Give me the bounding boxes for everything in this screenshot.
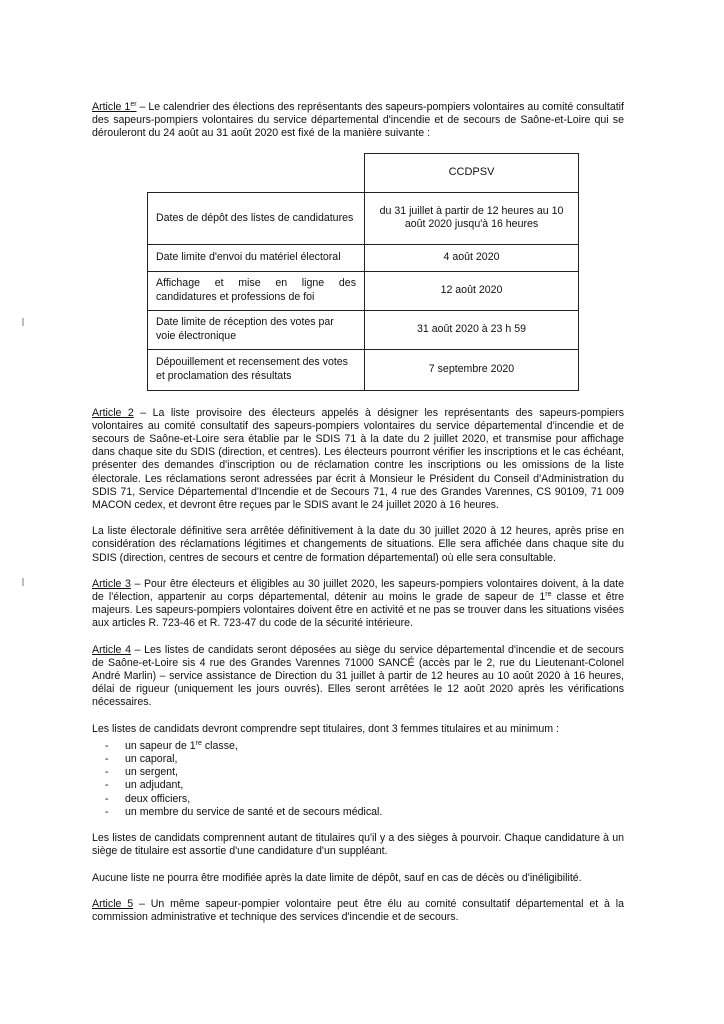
table-header-ccdpsv: CCDPSV	[365, 153, 579, 192]
table-row: Affichage et mise en ligne des candidatures et professions de foi 12 août 2020	[148, 271, 579, 310]
table-row: Date limite d'envoi du matériel électoral 4 août 2020	[148, 244, 579, 271]
margin-mark	[22, 578, 24, 586]
margin-mark	[22, 318, 24, 326]
candidate-requirements-list	[105, 740, 624, 819]
table-header-row	[148, 153, 579, 192]
article-3: Article 3 – Pour être électeurs et éligibles au 30 juillet 2020, les sapeurs-pompiers volontaires doivent, à la date de l'élection, appartenir au corps départemental, détenir au moins le grade de sapeur de 1re classe et être majeurs. Les sapeurs-pompiers volontaires doivent être en activité et ne pas se trouver dans les situations visées aux articles R. 723-46 et R. 723-47 du code de la sécurité intérieure.	[92, 577, 624, 630]
list-item: - un membre du service de santé et de secours médical.	[105, 806, 624, 819]
list-item: - un sapeur de 1re classe,	[105, 740, 624, 753]
article-4: Article 4 – Les listes de candidats seront déposées au siège du service départemental d'incendie et de secours de Saône-et-Loire sis 4 rue des Grandes Varennes 71000 SANCÉ (accès par le 2, rue du Lieutenant-Colonel André Marlin) – service assistance de Direction du 31 juillet à partir de 12 heures au 10 août 2020 à 16 heures, délai de rigueur (uniquement les jours ouvrés). Elles seront arrêtées le 12 août 2020 après les vérifications nécessaires.	[92, 643, 624, 709]
list-item: - un adjudant,	[105, 779, 624, 792]
candidate-list-intro: Les listes de candidats devront comprendre sept titulaires, dont 3 femmes titulaires et au minimum :	[92, 722, 559, 735]
document-body	[92, 101, 624, 924]
article-2-paragraph-2: La liste électorale définitive sera arrêtée définitivement à la date du 30 juillet 2020 à 12 heures, après prise en considération des réclamations légitimes et changements de situations. Elle sera affichée dans chaque site du SDIS (direction, centres de secours et centre de formation départemental) où elle sera consultable.	[92, 525, 624, 564]
table-row: Date limite de réception des votes par voie électronique 31 août 2020 à 23 h 59	[148, 310, 579, 349]
table-row: Dates de dépôt des listes de candidatures du 31 juillet à partir de 12 heures au 10 août 2020 jusqu'à 16 heures	[148, 192, 579, 244]
article-3-label: Article 3	[92, 577, 131, 590]
article-2: Article 2 – La liste provisoire des électeurs appelés à désigner les représentants des sapeurs-pompiers volontaires au comité consultatif des sapeurs-pompiers volontaires du service départemental d'incendie et de secours de Saône-et-Loire sera établie par le SDIS 71 à la date du 2 juillet 2020, et transmise pour affichage dans chaque site du SDIS (direction, et centres). Les électeurs pourront vérifier les inscriptions et le cas échéant, présenter des demandes d'inscription ou de réclamation contre les inscriptions ou les omissions de la liste électorale. Les réclamations seront adressées par écrit à Monsieur le Président du Conseil d'Administration du SDIS 71, Service Départemental d'Incendie et de Secours 71, 4 rue des Grandes Varennes, CS 90109, 71 009 MACON cedex, et devront être reçues par le SDIS avant le 24 juillet 2020 à 16 heures.	[92, 406, 624, 512]
article-4-paragraph-3: Les listes de candidats comprennent autant de titulaires qu'il y a des sièges à pourvoir. Chaque candidature à un siège de titulaire est assortie d'une candidature d'un suppléant.	[92, 832, 624, 858]
table-row: Dépouillement et recensement des votes et proclamation des résultats 7 septembre 2020	[148, 349, 579, 390]
article-1-label: Article 1er	[92, 101, 137, 113]
article-5: Article 5 – Un même sapeur-pompier volontaire peut être élu au comité consultatif départemental et à la commission administrative et technique des services d'incendie et de secours.	[92, 897, 624, 923]
list-item: - un caporal,	[105, 753, 624, 766]
article-4-label: Article 4	[92, 643, 131, 656]
article-1: Article 1er – Le calendrier des élections des représentants des sapeurs-pompiers volontaires au comité consultatif des sapeurs-pompiers volontaires du service départemental d'incendie et de secours de Saône-et-Loire qui se dérouleront du 24 août au 31 août 2020 est fixé de la manière suivante :	[92, 101, 624, 140]
article-4-paragraph-4: Aucune liste ne pourra être modifiée après la date limite de dépôt, sauf en cas de décès ou d'inéligibilité.	[92, 871, 582, 884]
list-item: - deux officiers,	[105, 793, 624, 806]
article-5-label: Article 5	[92, 897, 134, 910]
list-item: - un sergent,	[105, 766, 624, 779]
article-2-label: Article 2	[92, 406, 134, 419]
calendar-table	[147, 153, 579, 391]
